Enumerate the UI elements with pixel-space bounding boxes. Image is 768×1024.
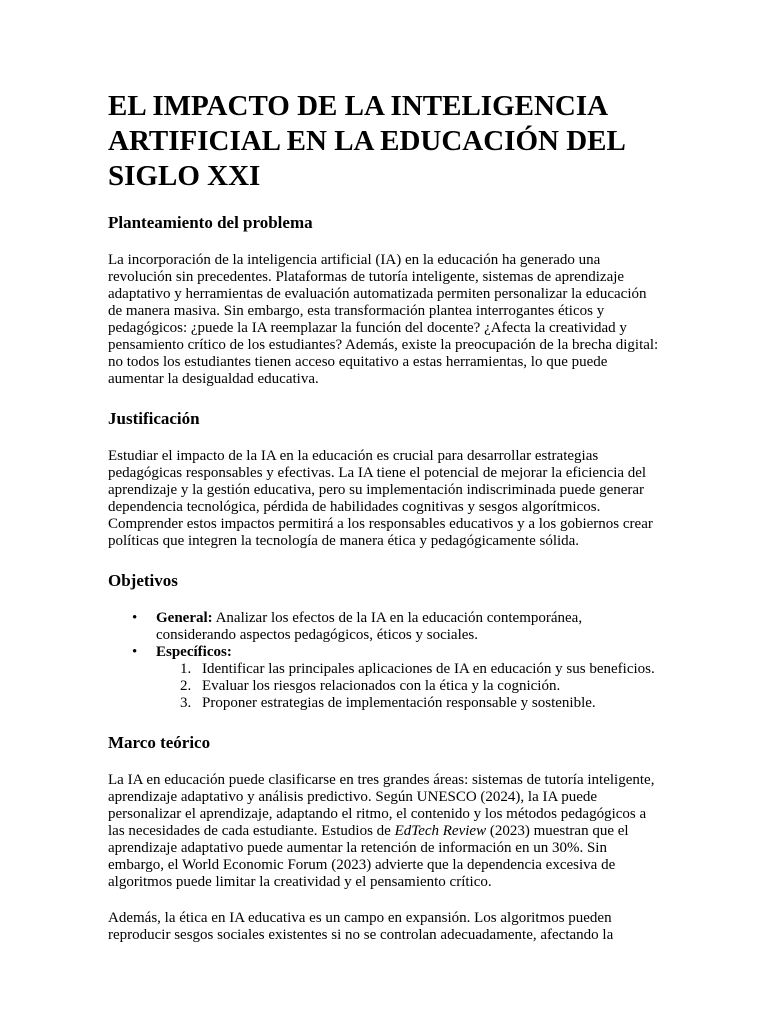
specific-objectives-list bbox=[156, 661, 660, 712]
list-item bbox=[156, 695, 660, 712]
list-item-text: Identificar las principales aplicaciones de IA en educación y sus beneficios. bbox=[202, 661, 655, 677]
paragraph-marco-2: Además, la ética en IA educativa es un campo en expansión. Los algoritmos pueden reproducir sesgos sociales existentes si no se controlan adecuadamente, afectando la bbox=[108, 910, 614, 943]
marco-text-before: La IA en educación puede clasificarse en tres grandes áreas: sistemas de tutoría inteligente, aprendizaje adaptativo y análisis predictivo. Según UNESCO (2024), la IA puede personalizar el aprendizaje, adaptando el ritmo, el contenido y los métodos pedagógicos a las necesidades de cada estudiante. Estudios de bbox=[108, 772, 655, 839]
document-page bbox=[108, 0, 660, 944]
marco-text-after: (2023) muestran que el aprendizaje adaptativo puede aumentar la retención de información en un 30%. Sin embargo, el World Economic Forum (2023) advierte que la dependencia excesiva de algoritmos puede limitar la creatividad y el pensamiento crítico. bbox=[108, 823, 629, 890]
objective-general-label: General: bbox=[156, 610, 213, 626]
heading-objetivos: Objetivos bbox=[108, 571, 178, 590]
heading-justificacion: Justificación bbox=[108, 409, 200, 428]
list-item-text: Proponer estrategias de implementación responsable y sostenible. bbox=[202, 695, 596, 711]
paragraph-justificacion: Estudiar el impacto de la IA en la educación es crucial para desarrollar estrategias pedagógicas responsables y efectivas. La IA tiene el potencial de mejorar la eficiencia del aprendizaje y la gestión educativa, pero su implementación indiscriminada puede generar dependencia tecnológica, pérdida de habilidades cognitivas y sesgos algorítmicos. Comprender estos impactos permitirá a los responsables educativos y a los gobiernos crear políticas que integren la tecnología de manera ética y pedagógicamente sólida. bbox=[108, 448, 653, 549]
marco-italic-source: EdTech Review bbox=[394, 823, 487, 839]
paragraph-marco-1 bbox=[108, 772, 660, 891]
list-item bbox=[156, 678, 660, 695]
objective-especificos-label: Específicos: bbox=[156, 644, 232, 660]
list-item-number: 1. bbox=[180, 661, 192, 677]
document-title: EL IMPACTO DE LA INTELIGENCIA ARTIFICIAL EN LA EDUCACIÓN DEL SIGLO XXI bbox=[108, 90, 625, 192]
objective-general bbox=[108, 610, 660, 644]
list-item-text: Evaluar los riesgos relacionados con la ética y la cognición. bbox=[202, 678, 561, 694]
heading-planteamiento: Planteamiento del problema bbox=[108, 213, 313, 232]
heading-marco-teorico: Marco teórico bbox=[108, 733, 211, 752]
objective-especificos bbox=[108, 644, 660, 712]
list-item bbox=[156, 661, 660, 678]
objectives-list bbox=[108, 610, 660, 712]
list-item-number: 2. bbox=[180, 678, 192, 694]
list-item-number: 3. bbox=[180, 695, 192, 711]
paragraph-planteamiento: La incorporación de la inteligencia artificial (IA) en la educación ha generado una revolución sin precedentes. Plataformas de tutoría inteligente, sistemas de aprendizaje adaptativo y herramientas de evaluación automatizada permiten personalizar la educación de manera masiva. Sin embargo, esta transformación plantea interrogantes éticos y pedagógicos: ¿puede la IA reemplazar la función del docente? ¿Afecta la creatividad y pensamiento crítico de los estudiantes? Además, existe la preocupación de la brecha digital: no todos los estudiantes tienen acceso equitativo a estas herramientas, lo que puede aumentar la desigualdad educativa. bbox=[108, 252, 659, 387]
objective-general-text: Analizar los efectos de la IA en la educación contemporánea, considerando aspectos pedagógicos, éticos y sociales. bbox=[156, 610, 583, 643]
